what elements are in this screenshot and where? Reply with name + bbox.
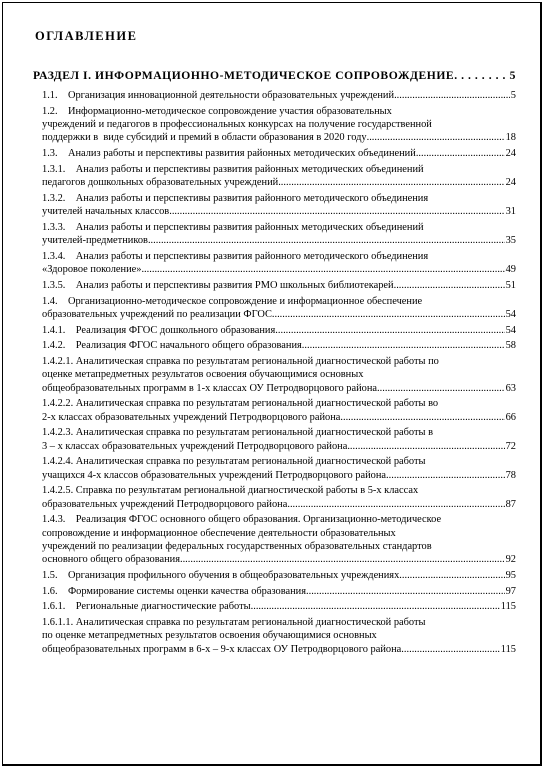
dot-leader xyxy=(306,585,505,598)
toc-entry[interactable] xyxy=(42,339,516,352)
toc-entry-text: 1.6. Формирование системы оценки качества образования xyxy=(42,585,307,597)
section-title: РАЗДЕЛ I. ИНФОРМАЦИОННО-МЕТОДИЧЕСКОЕ СОПРОВОЖДЕНИЕ xyxy=(33,69,455,82)
toc-entry-line: учреждений по реализации федеральных государственных образовательных стандартов xyxy=(42,540,432,552)
toc-entry-text: 2-х классах образовательных учреждений Петродворцового района xyxy=(42,411,341,423)
toc-entry-line: 1.3.3. Анализ работы и перспективы развития районных методических объединений xyxy=(42,221,424,233)
toc-entry-last-line xyxy=(42,643,516,656)
section-leader xyxy=(454,69,509,82)
toc-entry-text: 1.1. Организация инновационной деятельности образовательных учреждений xyxy=(42,90,395,101)
dot-leader xyxy=(401,643,500,656)
toc-entry-line: 1.3.4. Анализ работы и перспективы развития районного методического объединения xyxy=(42,250,429,262)
toc-entry-last-line xyxy=(42,585,516,598)
toc-page-number: 115 xyxy=(500,601,516,613)
toc-entry-text: образовательных учреждений Петродворцового района xyxy=(42,498,288,510)
toc-entry-last-line xyxy=(42,147,516,160)
toc-entry-line: 1.4.2.1. Аналитическая справка по результатам региональной диагностической работы по xyxy=(42,356,439,368)
dot-leader xyxy=(416,147,505,160)
dot-leader xyxy=(399,569,504,582)
dot-leader xyxy=(272,308,505,321)
toc-page-number: 54 xyxy=(505,324,516,336)
toc-entry-text: учащихся 4-х классов образовательных учреждений Петродворцового района xyxy=(42,469,387,481)
dot-leader xyxy=(180,553,505,566)
toc-entry-last-line xyxy=(42,498,516,511)
toc-page-number: 31 xyxy=(505,206,516,217)
toc-page-number: 49 xyxy=(505,264,516,275)
toc-entry-line: 1.6.1.1. Аналитическая справка по результатам региональной диагностической работы xyxy=(42,617,426,629)
toc-entry[interactable] xyxy=(42,163,516,189)
toc-entry-last-line xyxy=(42,308,516,321)
toc-entry[interactable] xyxy=(42,455,516,481)
toc-page-number: 5 xyxy=(510,90,516,101)
toc-entry[interactable] xyxy=(42,585,516,598)
toc-entry[interactable] xyxy=(42,324,516,337)
document-page xyxy=(2,2,542,766)
toc-entry-last-line xyxy=(42,234,516,247)
toc-entry-last-line xyxy=(42,553,516,566)
toc-entry-line: по оценке метапредметных результатов освоения обучающимися основных xyxy=(42,630,377,642)
toc-entry[interactable] xyxy=(42,484,516,510)
toc-page-number: 97 xyxy=(505,585,516,597)
section-entry[interactable] xyxy=(33,69,516,82)
toc-entry-line: сопровождение и информационное обеспечение деятельности образовательных xyxy=(42,527,396,539)
toc-entry[interactable] xyxy=(42,569,516,582)
toc-entry-last-line xyxy=(42,339,516,352)
toc-entry-last-line xyxy=(42,131,516,144)
toc-entry-text: учителей-предметников xyxy=(42,235,148,246)
toc-entry[interactable] xyxy=(42,513,516,566)
toc-entry-last-line xyxy=(42,279,516,292)
dot-leader xyxy=(141,263,504,276)
dot-leader xyxy=(394,89,510,102)
toc-entry[interactable] xyxy=(42,295,516,321)
toc-entry-text: общеобразовательных программ в 6-х – 9-х классах ОУ Петродворцового района xyxy=(42,643,402,655)
toc-entry-last-line xyxy=(42,263,516,276)
toc-entry-line: учреждений и педагогов в профессиональных конкурсах на получение государственной xyxy=(42,119,432,130)
dot-leader xyxy=(251,600,500,613)
toc-heading: ОГЛАВЛЕНИЕ xyxy=(35,29,138,43)
toc-entry-text: 1.4.1. Реализация ФГОС дошкольного образования xyxy=(42,324,276,336)
toc-entry-text: 1.4.2. Реализация ФГОС начального общего образования xyxy=(42,340,302,352)
dot-leader xyxy=(148,234,505,247)
toc-entry-text: 1.6.1. Региональные диагностические работы xyxy=(42,601,251,613)
toc-entry[interactable] xyxy=(42,105,516,145)
toc-entry[interactable] xyxy=(42,89,516,102)
toc-entry[interactable] xyxy=(42,250,516,276)
dot-leader xyxy=(275,324,504,337)
dot-leader xyxy=(278,176,504,189)
toc-entry-line: 1.3.2. Анализ работы и перспективы развития районного методического объединения xyxy=(42,192,429,204)
dot-leader xyxy=(302,339,505,352)
toc-page-number: 78 xyxy=(505,469,516,481)
toc-page-number: 95 xyxy=(505,569,516,581)
dot-leader xyxy=(287,498,504,511)
toc-page-number: 87 xyxy=(505,498,516,510)
toc-page-number: 18 xyxy=(505,132,516,144)
toc-entry-last-line xyxy=(42,569,516,582)
toc-entry-last-line xyxy=(42,469,516,482)
toc-entry-line: 1.4.2.2. Аналитическая справка по результатам региональной диагностической работы во xyxy=(42,398,439,410)
toc-entry[interactable] xyxy=(42,192,516,218)
toc-entry-last-line xyxy=(42,600,516,613)
toc-entry-text: 3 – х классах образовательных учреждений Петродворцового района xyxy=(42,440,348,452)
toc-entry-line: оценке метапредметных результатов освоения обучающимися основных xyxy=(42,369,364,381)
toc-entry-line: 1.3.1. Анализ работы и перспективы развития районных методических объединений xyxy=(42,163,424,175)
toc-entry-text: общеобразовательных программ в 1-х классах ОУ Петродворцового района xyxy=(42,382,378,394)
toc-entry-last-line xyxy=(42,205,516,218)
toc-entry[interactable] xyxy=(42,426,516,452)
toc-entry-text: 1.3.5. Анализ работы и перспективы развития РМО школьных библиотекарей xyxy=(42,279,394,291)
toc-entry[interactable] xyxy=(42,600,516,613)
toc-entry-line: 1.4.2.3. Аналитическая справка по результатам региональной диагностической работы в xyxy=(42,427,433,439)
toc-entry-text: образовательных учреждений по реализации ФГОС xyxy=(42,308,272,320)
toc-page-number: 92 xyxy=(505,554,516,565)
dot-leader xyxy=(340,411,504,424)
toc-entry-last-line xyxy=(42,324,516,337)
toc-entry-line: 1.4. Организационно-методическое сопровождение и информационное обеспечение xyxy=(42,295,423,307)
toc-entry-line: 1.4.3. Реализация ФГОС основного общего образования. Организационно-методическое xyxy=(42,514,442,526)
toc-page-number: 24 xyxy=(505,177,516,188)
toc-entry-text: учителей начальных классов xyxy=(42,206,170,217)
toc-page-number: 24 xyxy=(505,148,516,159)
toc-entry-last-line xyxy=(42,176,516,189)
toc-entry-last-line xyxy=(42,382,516,395)
toc-entry-text: 1.3. Анализ работы и перспективы развития районных методических объединений xyxy=(42,148,416,159)
toc-page-number: 72 xyxy=(505,440,516,452)
toc-entry-line: 1.4.2.5. Справка по результатам региональной диагностической работы в 5-х классах xyxy=(42,485,419,497)
toc-entry-last-line xyxy=(42,89,516,102)
toc-entry[interactable] xyxy=(42,147,516,160)
dot-leader xyxy=(386,469,505,482)
dot-leader xyxy=(347,440,504,453)
toc-entry-text: педагогов дошкольных образовательных учреждений xyxy=(42,177,279,188)
toc-entry-last-line xyxy=(42,411,516,424)
toc-entry-last-line xyxy=(42,440,516,453)
toc-entry[interactable] xyxy=(42,616,516,656)
toc-page-number: 35 xyxy=(505,235,516,246)
toc-entry-text: «Здоровое поколение» xyxy=(42,264,142,275)
toc-entry-text: основного общего образования xyxy=(42,554,180,565)
toc-entry-text: поддержки в виде субсидий и премий в области образования в 2020 году xyxy=(42,132,367,144)
toc-entry-line: 1.2. Информационно-методическое сопровождение участия образовательных xyxy=(42,105,392,117)
toc-page-number: 51 xyxy=(505,279,516,291)
toc-entry-line: 1.4.2.4. Аналитическая справка по результатам региональной диагностической работы xyxy=(42,456,426,468)
section-page: 5 xyxy=(509,69,516,82)
toc-entry[interactable] xyxy=(42,355,516,395)
toc-list xyxy=(42,89,516,658)
toc-entry[interactable] xyxy=(42,397,516,423)
toc-entry[interactable] xyxy=(42,221,516,247)
dot-leader xyxy=(169,205,504,218)
toc-page-number: 66 xyxy=(505,411,516,423)
toc-page-number: 115 xyxy=(500,643,516,655)
toc-page-number: 54 xyxy=(505,308,516,320)
toc-entry[interactable] xyxy=(42,279,516,292)
toc-entry-text: 1.5. Организация профильного обучения в общеобразовательных учреждениях xyxy=(42,569,400,581)
toc-page-number: 63 xyxy=(505,382,516,394)
dot-leader xyxy=(377,382,505,395)
toc-page-number: 58 xyxy=(505,340,516,352)
dot-leader xyxy=(394,279,505,292)
dot-leader xyxy=(367,131,505,144)
